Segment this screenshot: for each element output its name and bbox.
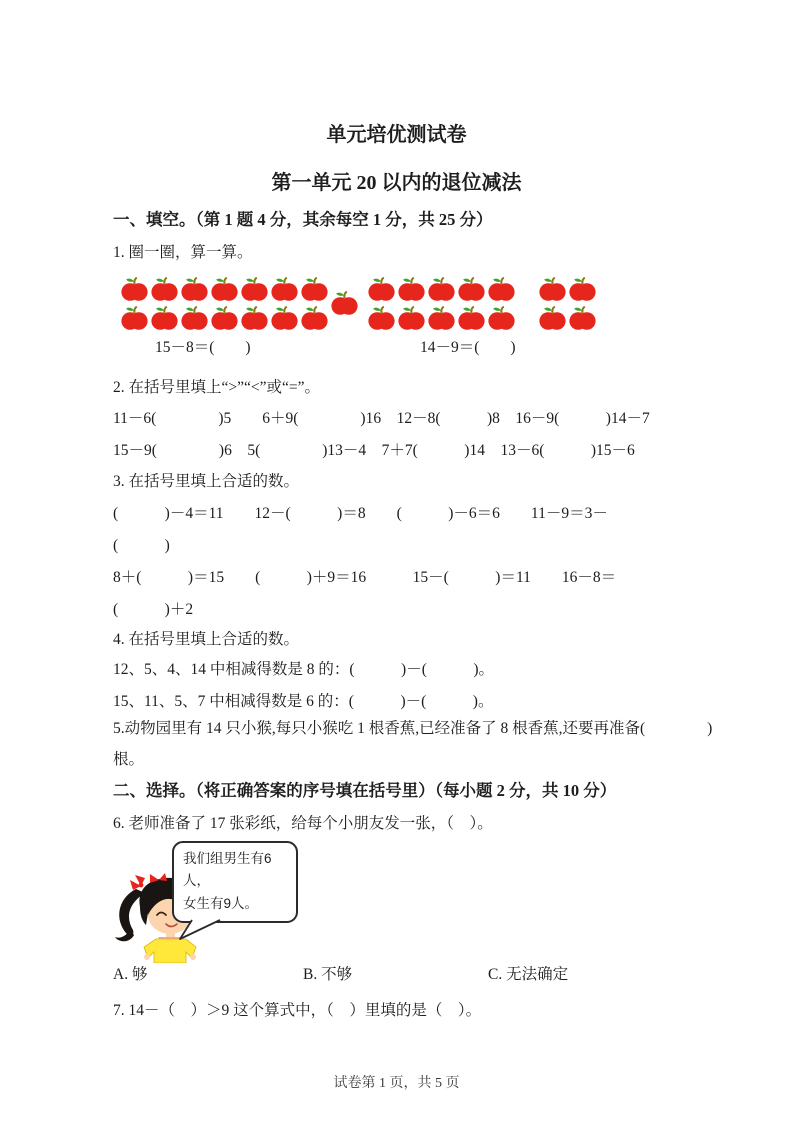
option-c: C. 无法确定	[488, 966, 569, 983]
apple-icon	[539, 276, 566, 302]
apple-icon	[181, 276, 208, 302]
apple-icon	[241, 276, 268, 302]
apple-icon	[121, 276, 148, 302]
q1-apple-figure	[113, 276, 693, 368]
apple-icon	[458, 305, 485, 331]
apple-icon	[458, 276, 485, 302]
apple-group-right	[368, 276, 599, 334]
q2-line-1: 11－6( )5 6＋9( )16 12－8( )8 16－9( )14－7	[113, 410, 650, 427]
q5-line-2: 根。	[113, 751, 145, 768]
apple-icon	[539, 305, 566, 331]
apple-icon	[569, 276, 596, 302]
q3-line-4: ( )＋2	[113, 601, 194, 618]
q4-prompt: 4. 在括号里填上合适的数。	[113, 631, 300, 648]
unit-subtitle: 第一单元 20 以内的退位减法	[271, 172, 522, 194]
apple-icon	[368, 276, 395, 302]
speech-bubble	[172, 841, 298, 923]
section2-heading: 二、选择。（将正确答案的序号填在括号里）（每小题 2 分，共 10 分）	[113, 781, 617, 800]
apple-icon	[181, 305, 208, 331]
q1-equation-right: 14－9＝( )	[420, 339, 516, 356]
girl-hand	[144, 954, 150, 960]
speech-bubble-line: 女生有9人。	[183, 895, 259, 911]
apple-icon	[398, 276, 425, 302]
apple-icon	[428, 276, 455, 302]
apple-group-left	[121, 276, 331, 334]
q5-line-1: 5.动物园里有 14 只小猴,每只小猴吃 1 根香蕉,已经准备了 8 根香蕉,还要再准备( )	[113, 720, 713, 737]
apple-icon	[398, 305, 425, 331]
speech-bubble-line: 我们组男生有6人，	[183, 851, 272, 889]
apple-icon	[211, 276, 238, 302]
apple-icon	[151, 276, 178, 302]
page-title: 单元培优测试卷	[326, 124, 467, 146]
hair-bow-icon	[130, 875, 145, 890]
apple-icon	[151, 305, 178, 331]
q3-line-2: ( )	[113, 537, 170, 554]
apple-icon	[271, 276, 298, 302]
apple-icon	[488, 305, 515, 331]
q3-line-3: 8＋( )＝15 ( )＋9＝16 15－( )＝11 16－8＝	[113, 569, 617, 586]
q6-prompt: 6. 老师准备了 17 张彩纸，给每个小朋友发一张，（ ）。	[113, 815, 493, 832]
apple-icon	[331, 290, 358, 316]
apple-icon	[271, 305, 298, 331]
section1-heading: 一、填空。（第 1 题 4 分，其余每空 1 分，共 25 分）	[113, 210, 493, 229]
page-footer: 试卷第 1 页，共 5 页	[333, 1076, 460, 1091]
q3-prompt: 3. 在括号里填上合适的数。	[113, 473, 300, 490]
option-b: B. 不够	[303, 966, 353, 983]
apple-icon	[301, 305, 328, 331]
option-a: A. 够	[113, 966, 148, 983]
speech-bubble-tail	[180, 918, 226, 940]
q1-equation-left: 15－8＝( )	[155, 339, 251, 356]
girl-hair-strand	[115, 930, 134, 941]
apple-icon	[301, 276, 328, 302]
q3-line-1: ( )－4＝11 12－( )＝8 ( )－6＝6 11－9＝3－	[113, 505, 608, 522]
girl-shirt	[144, 939, 196, 963]
apple-icon	[488, 276, 515, 302]
q4-line-1: 12、5、4、14 中相减得数是 8 的：( )－( )。	[113, 661, 495, 678]
apple-icon	[368, 305, 395, 331]
apple-icon	[428, 305, 455, 331]
apple-icon	[241, 305, 268, 331]
apple-icon	[569, 305, 596, 331]
q1-prompt: 1. 圈一圈，算一算。	[113, 244, 253, 261]
q2-prompt: 2. 在括号里填上“>”“<”或“=”。	[113, 379, 321, 396]
apple-icon	[211, 305, 238, 331]
q2-line-2: 15－9( )6 5( )13－4 7＋7( )14 13－6( )15－6	[113, 442, 635, 459]
q4-line-2: 15、11、5、7 中相减得数是 6 的：( )－( )。	[113, 693, 494, 710]
q7-prompt: 7. 14－（ ）＞9 这个算式中，（ ）里填的是（ ）。	[113, 1002, 482, 1019]
apple-icon	[121, 305, 148, 331]
girl-hand	[190, 954, 196, 960]
